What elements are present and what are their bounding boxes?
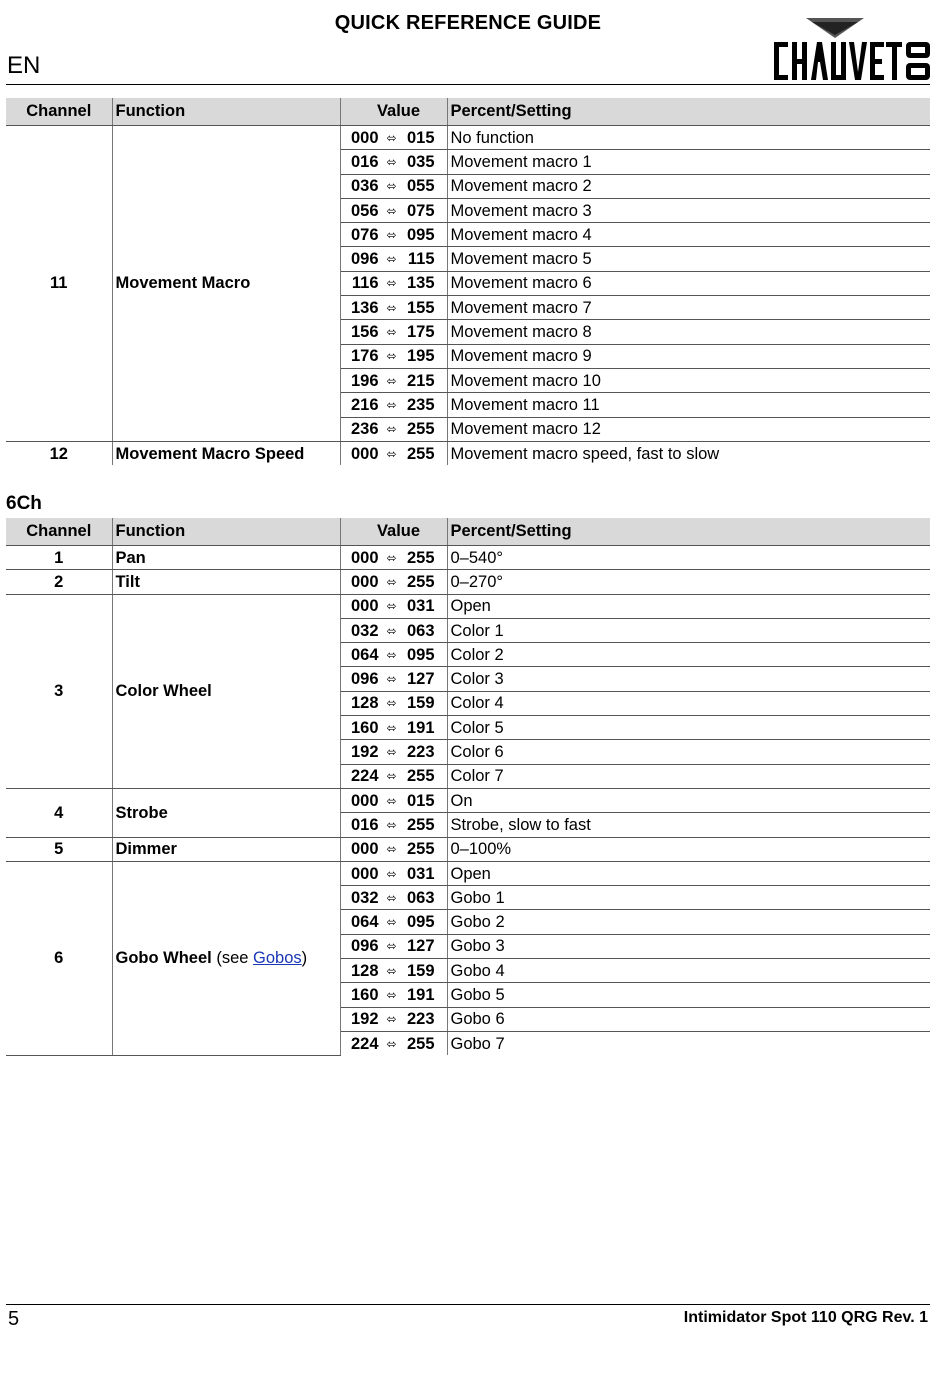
gobos-link[interactable]: Gobos: [253, 949, 302, 968]
setting-cell: Color 4: [447, 691, 930, 715]
document-title: QUICK REFERENCE GUIDE: [334, 12, 602, 34]
value-range: 032 ⬄ 063: [340, 618, 447, 642]
table-row: [6, 594, 930, 618]
setting-cell: Movement macro 6: [447, 271, 930, 295]
value-range: 096 ⬄ 115: [340, 247, 447, 271]
col-function: Function: [112, 98, 340, 126]
setting-cell: Movement macro 12: [447, 417, 930, 441]
value-range: 192 ⬄ 223: [340, 1007, 447, 1031]
setting-cell: Gobo 1: [447, 886, 930, 910]
double-arrow-icon: ⬄: [386, 397, 397, 412]
value-range: 096 ⬄ 127: [340, 934, 447, 958]
double-arrow-icon: ⬄: [386, 422, 397, 437]
channel-cell: 3: [6, 594, 112, 788]
value-range: 160 ⬄ 191: [340, 716, 447, 740]
col-channel: Channel: [6, 518, 112, 546]
setting-cell: Color 1: [447, 618, 930, 642]
value-range: 128 ⬄ 159: [340, 959, 447, 983]
dmx-table-6ch: [6, 518, 930, 1056]
setting-cell: Movement macro 1: [447, 150, 930, 174]
double-arrow-icon: ⬄: [386, 842, 397, 857]
value-range: 000 ⬄ 015: [340, 126, 447, 150]
double-arrow-icon: ⬄: [386, 349, 397, 364]
setting-cell: Movement macro 9: [447, 344, 930, 368]
language-code: EN: [7, 52, 41, 79]
function-cell: Strobe: [112, 788, 340, 837]
double-arrow-icon: ⬄: [386, 252, 397, 267]
setting-cell: 0–100%: [447, 837, 930, 861]
value-range: 000 ⬄ 031: [340, 594, 447, 618]
value-range: 036 ⬄ 055: [340, 174, 447, 198]
setting-cell: Movement macro speed, fast to slow: [450, 444, 720, 463]
setting-cell: Movement macro 10: [447, 368, 930, 392]
see-note-suffix: ): [301, 949, 308, 968]
footer-rule: [6, 1304, 930, 1305]
table-header-row: [6, 518, 930, 546]
value-range: 136 ⬄ 155: [340, 296, 447, 320]
value-range: 000 ⬄ 031: [340, 861, 447, 885]
setting-cell: Color 2: [447, 643, 930, 667]
value-range: 236 ⬄ 255: [340, 417, 447, 441]
col-function: Function: [112, 518, 340, 546]
table-row: [6, 861, 930, 885]
col-value: Value: [340, 98, 447, 126]
setting-cell: 0–540°: [447, 546, 930, 570]
value-range: 224 ⬄ 255: [340, 764, 447, 788]
header-rule: [6, 84, 930, 85]
double-arrow-icon: ⬄: [386, 325, 397, 340]
value-range: 192 ⬄ 223: [340, 740, 447, 764]
double-arrow-icon: ⬄: [386, 227, 397, 242]
value-range: 000 ⬄ 255: [340, 837, 447, 861]
double-arrow-icon: ⬄: [386, 793, 397, 808]
function-cell: Movement Macro: [112, 126, 340, 442]
double-arrow-icon: ⬄: [386, 647, 397, 662]
double-arrow-icon: ⬄: [386, 1036, 397, 1051]
value-range: 064 ⬄ 095: [340, 643, 447, 667]
value-range: 016 ⬄ 035: [340, 150, 447, 174]
value-range: 176 ⬄ 195: [340, 344, 447, 368]
setting-cell: Open: [447, 594, 930, 618]
col-setting: Percent/Setting: [447, 98, 930, 126]
function-cell: Color Wheel: [112, 594, 340, 788]
double-arrow-icon: ⬄: [386, 574, 397, 589]
function-cell: Movement Macro Speed: [112, 441, 340, 465]
setting-cell: Color 7: [447, 764, 930, 788]
value-range: 156 ⬄ 175: [340, 320, 447, 344]
document-id: Intimidator Spot 110 QRG Rev. 1: [683, 1309, 928, 1326]
double-arrow-icon: ⬄: [386, 745, 397, 760]
double-arrow-icon: ⬄: [386, 963, 397, 978]
function-cell: Tilt: [112, 570, 340, 594]
setting-cell: Movement macro 5: [447, 247, 930, 271]
value-range: 096 ⬄ 127: [340, 667, 447, 691]
setting-cell: Movement macro 4: [447, 223, 930, 247]
double-arrow-icon: ⬄: [386, 300, 397, 315]
channel-cell: 1: [6, 546, 112, 570]
value-range: 160 ⬄ 191: [340, 983, 447, 1007]
table-row: [6, 126, 930, 150]
value-range: 032 ⬄ 063: [340, 886, 447, 910]
setting-cell: Movement macro 7: [447, 296, 930, 320]
double-arrow-icon: ⬄: [386, 672, 397, 687]
value-range: 116 ⬄ 135: [340, 271, 447, 295]
value-range: 016 ⬄ 255: [340, 813, 447, 837]
function-cell: Pan: [112, 546, 340, 570]
setting-cell: Movement macro 3: [447, 198, 930, 222]
table-header-row: [6, 98, 930, 126]
channel-cell: 4: [6, 788, 112, 837]
setting-cell: On: [447, 788, 930, 812]
page-number: 5: [8, 1308, 20, 1330]
value-range: 056 ⬄ 075: [340, 198, 447, 222]
table-row: [6, 570, 930, 594]
col-value: Value: [340, 518, 447, 546]
setting-cell: Movement macro 8: [447, 320, 930, 344]
double-arrow-icon: ⬄: [386, 720, 397, 735]
table-row: [6, 546, 930, 570]
double-arrow-icon: ⬄: [386, 179, 397, 194]
channel-cell: 12: [6, 441, 112, 465]
table-row: [6, 788, 930, 812]
double-arrow-icon: ⬄: [386, 817, 397, 832]
double-arrow-icon: ⬄: [386, 130, 397, 145]
value-range: 000 ⬄ 255: [340, 441, 447, 465]
value-range: 224 ⬄ 255: [340, 1031, 447, 1055]
double-arrow-icon: ⬄: [386, 866, 397, 881]
setting-cell: Gobo 4: [447, 959, 930, 983]
channel-cell: 6: [6, 861, 112, 1055]
see-note-prefix: (see: [211, 949, 254, 968]
value-range: 000 ⬄ 015: [340, 788, 447, 812]
double-arrow-icon: ⬄: [386, 623, 397, 638]
setting-cell: Strobe, slow to fast: [447, 813, 930, 837]
col-channel: Channel: [6, 98, 112, 126]
double-arrow-icon: ⬄: [386, 446, 397, 461]
double-arrow-icon: ⬄: [386, 769, 397, 784]
double-arrow-icon: ⬄: [386, 890, 397, 905]
setting-cell: Gobo 2: [447, 910, 930, 934]
setting-cell: Gobo 7: [450, 1034, 505, 1053]
channel-cell: 11: [6, 126, 112, 442]
setting-cell: Color 5: [447, 716, 930, 740]
double-arrow-icon: ⬄: [386, 939, 397, 954]
setting-cell: Movement macro 11: [447, 393, 930, 417]
value-range: 128 ⬄ 159: [340, 691, 447, 715]
setting-cell: Open: [447, 861, 930, 885]
double-arrow-icon: ⬄: [386, 599, 397, 614]
double-arrow-icon: ⬄: [386, 154, 397, 169]
double-arrow-icon: ⬄: [386, 203, 397, 218]
channel-cell: 2: [6, 570, 112, 594]
double-arrow-icon: ⬄: [386, 696, 397, 711]
setting-cell: No function: [447, 126, 930, 150]
value-range: 196 ⬄ 215: [340, 368, 447, 392]
double-arrow-icon: ⬄: [386, 373, 397, 388]
setting-cell: Color 3: [447, 667, 930, 691]
double-arrow-icon: ⬄: [386, 276, 397, 291]
value-range: 216 ⬄ 235: [340, 393, 447, 417]
channel-cell: 5: [6, 837, 112, 861]
value-range: 076 ⬄ 095: [340, 223, 447, 247]
chauvet-dj-logo: [772, 16, 932, 84]
double-arrow-icon: ⬄: [386, 915, 397, 930]
setting-cell: 0–270°: [447, 570, 930, 594]
dmx-table-continued: [6, 98, 930, 465]
table-row: [6, 441, 930, 465]
value-range: 064 ⬄ 095: [340, 910, 447, 934]
double-arrow-icon: ⬄: [386, 550, 397, 565]
setting-cell: Gobo 5: [447, 983, 930, 1007]
function-cell: Dimmer: [112, 837, 340, 861]
double-arrow-icon: ⬄: [386, 1012, 397, 1027]
function-cell: [112, 861, 340, 1055]
table-row: [6, 837, 930, 861]
col-setting: Percent/Setting: [447, 518, 930, 546]
double-arrow-icon: ⬄: [386, 987, 397, 1002]
setting-cell: Movement macro 2: [447, 174, 930, 198]
setting-cell: Color 6: [447, 740, 930, 764]
value-range: 000 ⬄ 255: [340, 546, 447, 570]
setting-cell: Gobo 6: [447, 1007, 930, 1031]
value-range: 000 ⬄ 255: [340, 570, 447, 594]
section-title-6ch: 6Ch: [6, 493, 42, 514]
function-label: Gobo Wheel: [115, 949, 212, 968]
setting-cell: Gobo 3: [447, 934, 930, 958]
